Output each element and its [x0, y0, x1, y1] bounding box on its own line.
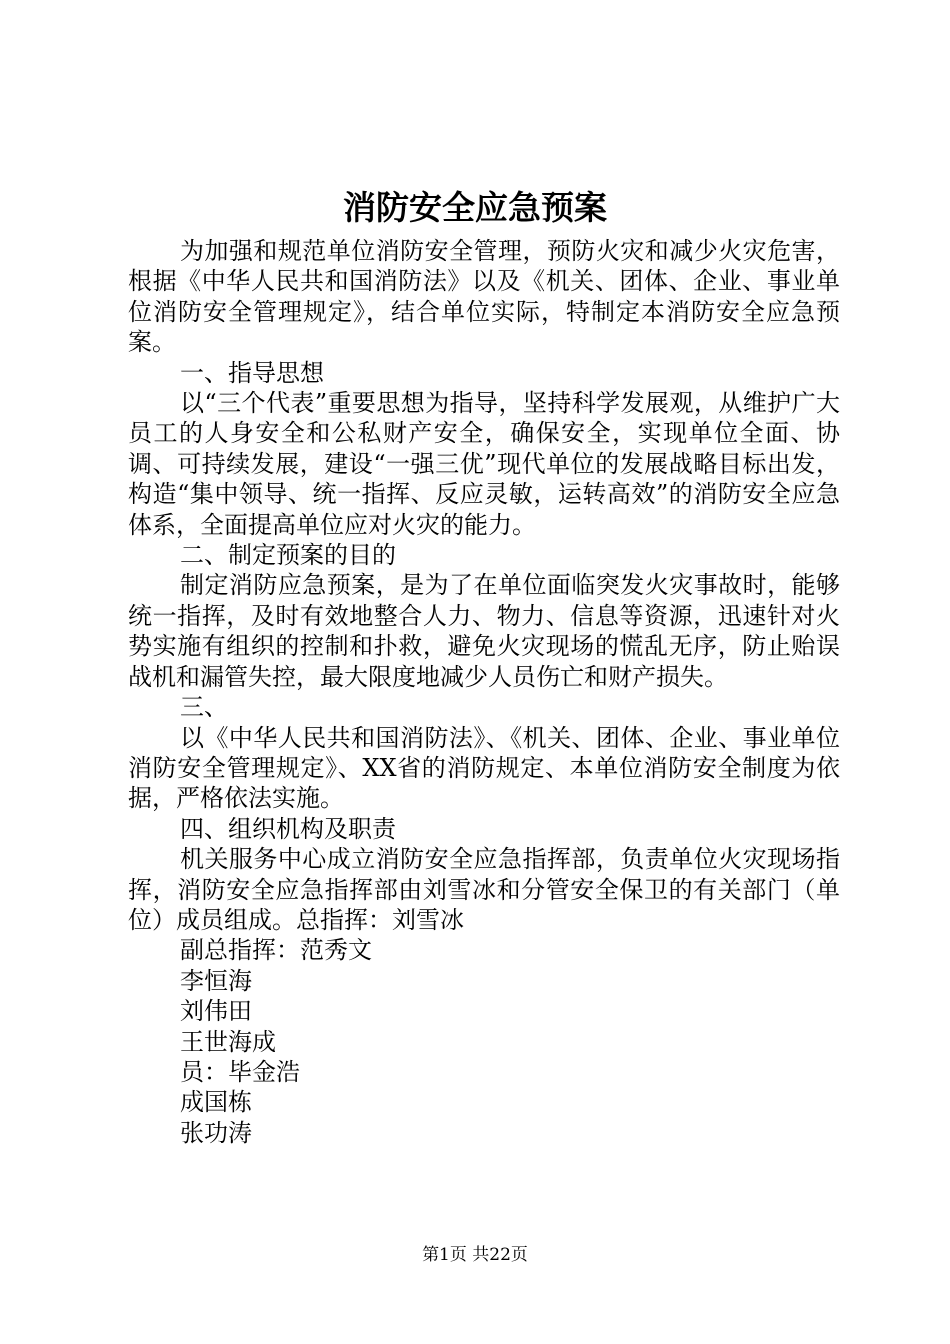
section-heading-3: 三、 [180, 693, 228, 722]
page-footer: 第1页 共22页 [422, 1245, 528, 1265]
document-body [128, 236, 840, 1148]
roster-line: 张功涛 [180, 1118, 252, 1147]
roster-line: 副总指挥：范秀文 [180, 936, 372, 965]
roster-line: 刘伟田 [180, 997, 252, 1026]
paragraph-basis: 以《中华人民共和国消防法》、《机关、团体、企业、事业单位消防安全管理规定》、XX省的消防规定、本单位消防安全制度为依据，严格依法实施。 [128, 723, 840, 813]
roster-line: 成国栋 [180, 1088, 252, 1117]
section-heading-2: 二、制定预案的目的 [180, 541, 396, 570]
section-heading-1: 一、指导思想 [180, 358, 324, 387]
roster-line: 员：毕金浩 [180, 1057, 300, 1086]
paragraph-intro: 为加强和规范单位消防安全管理，预防火灾和减少火灾危害，根据《中华人民共和国消防法》以及《机关、团体、企业、事业单位消防安全管理规定》，结合单位实际，特制定本消防安全应急预案。 [128, 237, 840, 357]
roster-line: 王世海成 [180, 1027, 276, 1056]
section-heading-4: 四、组织机构及职责 [180, 814, 396, 843]
document-title: 消防安全应急预案 [343, 188, 607, 227]
paragraph-purpose: 制定消防应急预案，是为了在单位面临突发火灾事故时，能够统一指挥，及时有效地整合人力、物力、信息等资源，迅速针对火势实施有组织的控制和扑救，避免火灾现场的慌乱无序，防止贻误战机和漏管失控，最大限度地减少人员伤亡和财产损失。 [128, 571, 840, 691]
paragraph-guiding-ideology: 以“三个代表”重要思想为指导，坚持科学发展观，从维护广大员工的人身安全和公私财产安全，确保安全，实现单位全面、协调、可持续发展，建设“一强三优”现代单位的发展战略目标出发，构造“集中领导、统一指挥、反应灵敏，运转高效”的消防安全应急体系，全面提高单位应对火灾的能力。 [128, 389, 840, 539]
roster-line: 李恒海 [180, 966, 252, 995]
paragraph-organization: 机关服务中心成立消防安全应急指挥部，负责单位火灾现场指挥，消防安全应急指挥部由刘雪冰和分管安全保卫的有关部门（单位）成员组成。总指挥：刘雪冰 [128, 845, 840, 934]
